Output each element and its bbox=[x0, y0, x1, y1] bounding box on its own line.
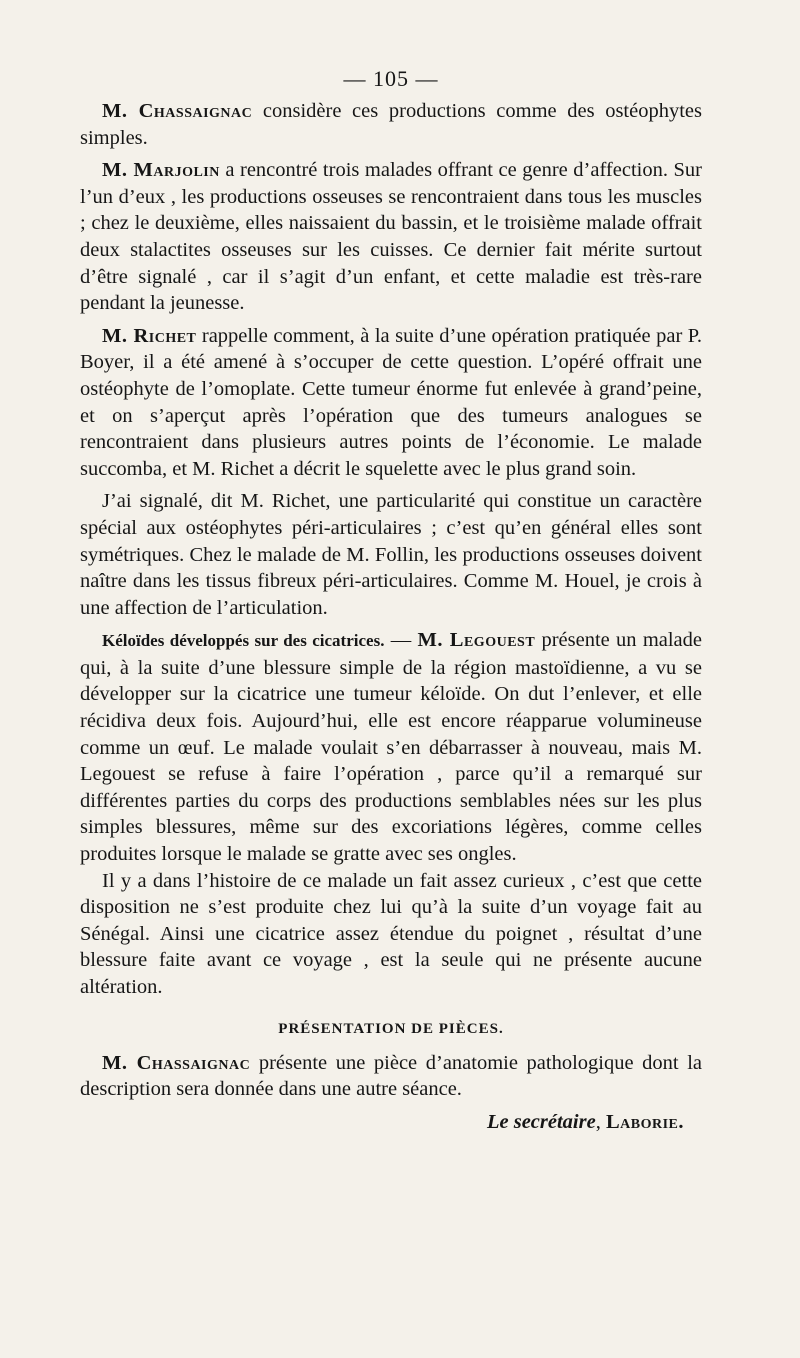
paragraph-text: considère ces productions comme des ostéophytes simples. bbox=[80, 100, 702, 149]
heading-dash: — bbox=[384, 629, 418, 652]
paragraph-text: présente une pièce d’anatomie pathologique dont la description sera donnée dans une autre séance. bbox=[80, 1051, 702, 1101]
signature-role: Le secrétaire bbox=[486, 1110, 596, 1133]
signature-separator: , bbox=[595, 1110, 606, 1133]
speaker-name: M. Richet bbox=[102, 324, 197, 347]
speaker-name: M. Legouest bbox=[417, 629, 536, 652]
paragraph-chassaignac-1 bbox=[80, 98, 702, 151]
paragraph-text: a rencontré trois malades offrant ce genre d’affection. Sur l’un d’eux , les productions osseuses se rencontraient dans tous les muscles ; chez le deuxième, elles naissaient du bassin, et le troisième malade offrait deux stalactites osseuses sur les cuisses. Ce dernier fait mérite surtout d’être signalé , car il s’agit d’un enfant, et cette maladie est très-rare pendant la jeunesse. bbox=[80, 159, 702, 315]
paragraph-richet-quote: J’ai signalé, dit M. Richet, une particularité qui constitue un caractère spécial aux ostéophytes péri-articulaires ; c’est qu’en général elles sont symétriques. Chez le malade de M. Follin, les productions osseuses doivent naître dans les tissus fibreux péri-articulaires. Comme M. Houel, je crois à une affection de l’articulation. bbox=[80, 490, 702, 619]
paragraph-senegal: Il y a dans l’histoire de ce malade un fait assez curieux , c’est que cette disposition ne s’est produite chez lui qu’à la suite d’un voyage fait au Sénégal. Ainsi une cicatrice assez étendue du poignet , résultat d’une blessure faite avant ce voyage , est la seule qui ne présente aucune altération. bbox=[80, 869, 702, 998]
speaker-name: M. Chassaignac bbox=[102, 100, 253, 122]
speaker-name: M. Marjolin bbox=[102, 159, 220, 182]
paragraph-text: rappelle comment, à la suite d’une opération pratiquée par P. Boyer, il a été amené à s’occuper de cette question. L’opéré offrait une ostéophyte de l’omoplate. Cette tumeur énorme fut enlevée à grand’peine, et on s’aperçut après l’opération que des tumeurs analogues se rencontraient dans plusieurs autres points de l’économie. Le malade succomba, et M. Richet a décrit le squelette avec le plus grand soin. bbox=[80, 324, 702, 480]
page-number: — 105 — bbox=[343, 66, 439, 91]
paragraph-richet bbox=[80, 323, 702, 483]
speaker-name: M. Chassaignac bbox=[102, 1051, 251, 1074]
paragraph-chassaignac-2 bbox=[80, 1050, 702, 1103]
signature-name: Laborie. bbox=[605, 1110, 684, 1133]
paragraph-text: présente un malade qui, à la suite d’une blessure simple de la région mastoïdienne, a vu se développer sur la cicatrice une tumeur kéloïde. On dut l’enlever, et elle récidiva deux fois. Aujourd’hui, elle est encore réapparue volumineuse comme un œuf. Le malade voulait s’en débarrasser à nouveau, mais M. Legouest se refuse à faire l’opération , parce qu’il a remarqué sur différentes parties du corps des productions semblables nées sur les plus simples blessures, même sur des excoriations légères, comme celles produites lorsque le malade se gratte avec ses ongles. bbox=[80, 629, 703, 866]
section-title: PRÉSENTATION DE PIÈCES. bbox=[278, 1020, 504, 1037]
paragraph-marjolin bbox=[80, 157, 702, 317]
run-in-heading: Kéloïdes développés sur des cicatrices. bbox=[102, 631, 385, 651]
paragraph-keloides bbox=[80, 627, 702, 867]
signature bbox=[80, 1111, 702, 1134]
